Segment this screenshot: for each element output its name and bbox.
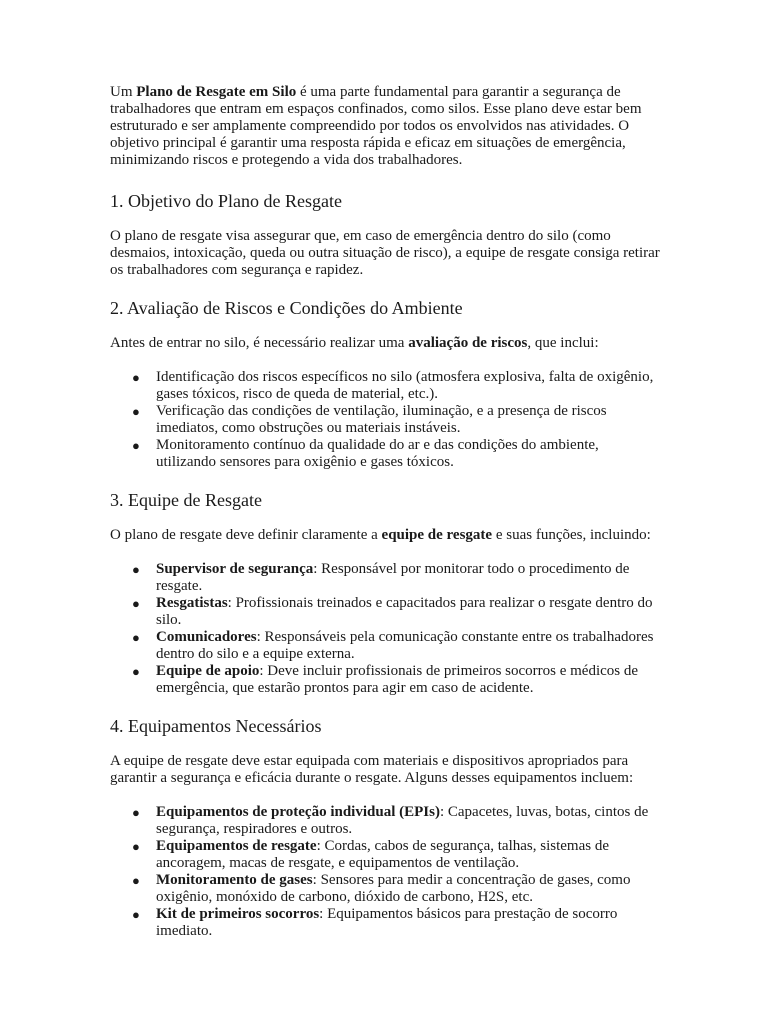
section-3-heading: 3. Equipe de Resgate (110, 490, 262, 510)
intro-paragraph (110, 84, 662, 169)
list-item: ● Monitoramento contínuo da qualidade do ar e das condições do ambiente, utilizando sensores para oxigênio e gases tóxicos. (132, 437, 599, 470)
section-2-list (110, 369, 662, 471)
section-3-intro: O plano de resgate deve definir claramente a equipe de resgate e suas funções, incluindo: (110, 527, 651, 543)
section-3-list (110, 561, 662, 697)
list-item: ● Supervisor de segurança: Responsável por monitorar todo o procedimento de resgate. (132, 561, 630, 594)
section-2-heading: 2. Avaliação de Riscos e Condições do Ambiente (110, 298, 463, 318)
list-item: ● Equipamentos de proteção individual (EPIs): Capacetes, luvas, botas, cintos de segurança, respiradores e outros. (132, 804, 649, 837)
section-4-list (110, 804, 662, 940)
bullet-icon: ● (132, 438, 140, 453)
bullet-icon: ● (132, 907, 140, 922)
bullet-icon: ● (132, 873, 140, 888)
section-2-intro: Antes de entrar no silo, é necessário realizar uma avaliação de riscos, que inclui: (110, 335, 599, 351)
section-1-heading: 1. Objetivo do Plano de Resgate (110, 191, 342, 211)
section-4-heading: 4. Equipamentos Necessários (110, 716, 322, 736)
section-1-paragraph: O plano de resgate visa assegurar que, em caso de emergência dentro do silo (como desmaios, intoxicação, queda ou outra situação de risco), a equipe de resgate consiga retirar os trabalhadores com segurança e rapidez. (110, 228, 660, 278)
list-item: ● Comunicadores: Responsáveis pela comunicação constante entre os trabalhadores dentro do silo e a equipe externa. (132, 629, 654, 662)
list-item: ● Verificação das condições de ventilação, iluminação, e a presença de riscos imediatos, como obstruções ou materiais instáveis. (132, 403, 607, 436)
list-item: ● Kit de primeiros socorros: Equipamentos básicos para prestação de socorro imediato. (132, 906, 618, 939)
bullet-icon: ● (132, 839, 140, 854)
list-item: ● Resgatistas: Profissionais treinados e capacitados para realizar o resgate dentro do silo. (132, 595, 653, 628)
section-4-intro: A equipe de resgate deve estar equipada com materiais e dispositivos apropriados para garantir a segurança e eficácia durante o resgate. Alguns desses equipamentos incluem: (110, 753, 634, 786)
bullet-icon: ● (132, 562, 140, 577)
intro-text: Um (110, 84, 137, 100)
list-item: ● Monitoramento de gases: Sensores para medir a concentração de gases, como oxigênio, monóxido de carbono, dióxido de carbono, H2S, etc. (132, 872, 631, 905)
intro-text-rest: é uma parte fundamental para garantir a segurança de trabalhadores que entram em espaços confinados, como silos. Esse plano deve estar bem estruturado e ser amplamente compreendido por todos os envolvidos nas atividades. O objetivo principal é garantir uma resposta rápida e eficaz em situações de emergência, minimizando riscos e protegendo a vida dos trabalhadores. (110, 84, 642, 168)
document-page (110, 84, 662, 940)
list-item: ● Equipe de apoio: Deve incluir profissionais de primeiros socorros e médicos de emergência, que estarão prontos para agir em caso de acidente. (132, 663, 639, 696)
bullet-icon: ● (132, 664, 140, 679)
intro-bold: Plano de Resgate em Silo (136, 84, 297, 100)
bullet-icon: ● (132, 805, 140, 820)
list-item: ● Equipamentos de resgate: Cordas, cabos de segurança, talhas, sistemas de ancoragem, macas de resgate, e equipamentos de ventilação. (132, 838, 609, 871)
bullet-icon: ● (132, 596, 140, 611)
bullet-icon: ● (132, 404, 140, 419)
bullet-icon: ● (132, 370, 140, 385)
list-item: ● Identificação dos riscos específicos no silo (atmosfera explosiva, falta de oxigênio, gases tóxicos, risco de queda de material, etc.). (132, 369, 654, 402)
bullet-icon: ● (132, 630, 140, 645)
